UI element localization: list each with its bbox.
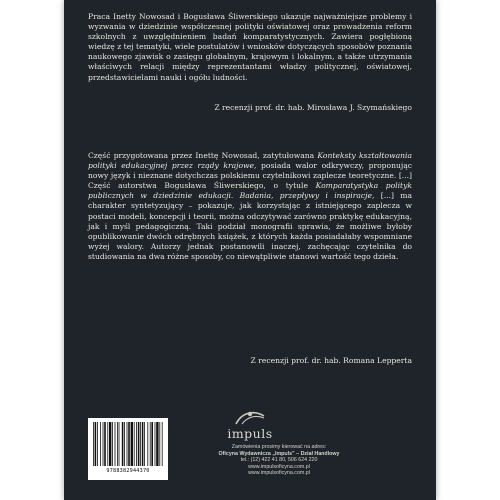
publisher-phone: tel.: (12) 422 41 80, 506 624 220 [240,457,318,464]
publisher-name: Oficyna Wydawnicza „Impuls” – Dział Handlowy [218,450,340,457]
barcode-bar [151,422,153,466]
barcode-bar [119,422,120,466]
barcode-bar [142,422,144,466]
review-2-attribution: Z recenzji prof. dr. hab. Romana Lepperta [250,356,412,365]
barcode-bar [127,422,128,466]
back-cover [64,0,436,500]
barcode-bar [156,422,158,466]
barcode-bar [107,422,108,466]
review-2-title-1: Konteksty kształtowania polityki edukacyjnej przez rządy krajowe [88,151,412,171]
barcode-bar [140,422,141,466]
publisher-website: www.impulsoficyna.com.pl [248,470,310,477]
review-2-text-1: Część przygotowana przez Inettę Nowosad, zatytułowana [88,151,318,160]
review-2-title-2: Komparatystyka polityk publicznych w dziedzinie edukacji. Badania, przepływy i inspiracje [88,181,412,201]
barcode-bar [159,422,160,466]
barcode-bar [136,422,137,466]
review-1-attribution: Z recenzji prof. dr. hab. Mirosława J. Szymańskiego [214,103,412,112]
barcode-bar [124,422,125,466]
barcode-bar [97,422,98,466]
barcode-bar [103,422,104,466]
logo-wordmark: impuls [227,426,273,441]
review-2-paragraph [88,151,412,262]
barcode-bar [122,422,124,466]
isbn-barcode [88,418,168,480]
barcode-bar [150,422,151,466]
barcode-bar [112,422,113,466]
barcode-bar [109,422,111,466]
isbn-number: 9788382944370 [106,468,150,474]
barcode-bar [128,422,130,466]
publisher-contact [212,444,346,477]
review-1-paragraph: Praca Inetty Nowosad i Bogusława Śliwerskiego ukazuje najważniejsze problemy i wyzwania w dziedzinie współczesnej polityki oświatowej oraz prowadzenia reform szkolnych z uwzględnieniem badań komparatystycznych. Zawiera pogłębioną wiedzę z tej tematyki, wiele postulatów i wniosków dotyczących sposobów poznania naukowego zjawisk o zasięgu globalnym, krajowym i lokalnym, a także utrzymania właściwych relacji między reprezentantami władzy politycznej, oświatowej, przedstawicielami nauki i ogółu ludności. [88,12,412,82]
impuls-logo [202,408,298,444]
barcode-bar [131,422,133,466]
barcode-bar [162,422,163,466]
publisher-email: www.impulsoficyna.com.pl [248,463,310,470]
barcode-bar [155,422,156,466]
barcode-bars [92,422,164,466]
barcode-bar [95,422,97,466]
barcode-bar [117,422,118,466]
barcode-bar [134,422,135,466]
logo-mark-icon [202,408,298,428]
barcode-bar [93,422,94,466]
review-2-text-3: , [...] ma charakter syntetyzujący – pokazuje, jak korzystając z istniejącego zaplecza w postaci modeli, koncepcji i teorii, można odczytywać zarówno praktykę edukacyjną, jak i myśl pedagogiczną. Taki podział monografii sprawia, że możliwe byłoby opublikowanie dwóch odrębnych książek, z których każda posiadałaby wspomniane wyżej walory. Autorzy jednak postanowili inaczej, zachęcając czytelnika do studiowania na dwa różne sposoby, co niewątpliwie stanowi wartość tego dzieła. [88,191,412,261]
barcode-bar [138,422,140,466]
barcode-bar [144,422,145,466]
review-2-text-2: , posiada walor odkrywczy, proponując nowy język i nieznane dotychczas polskiemu czytelnikowi zaplecze teoretyczne. [...] Część autorstwa Bogusława Śliwerskiego, o tytule [88,161,412,191]
barcode-bar [100,422,101,466]
barcode-bar [147,422,148,466]
order-line: Zamówienia prosimy kierować na adres: [231,444,327,450]
barcode-bar [104,422,106,466]
barcode-bar [115,422,116,466]
